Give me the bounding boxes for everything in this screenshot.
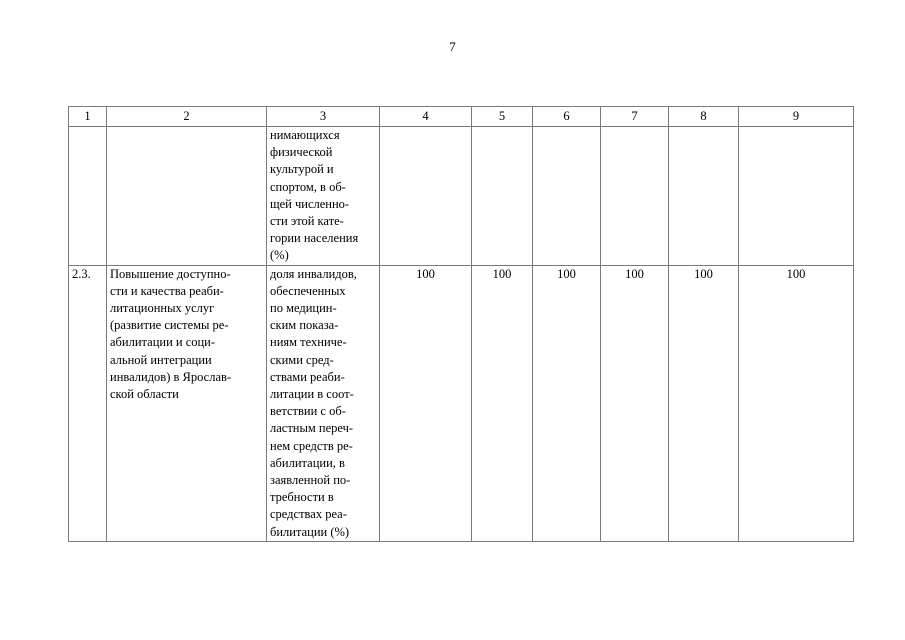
text-line: по медицин-	[270, 301, 337, 316]
text-line: литации в соот-	[270, 387, 354, 402]
text-line: щей численно-	[270, 196, 350, 211]
value-cell: 100	[669, 265, 739, 541]
header-cell: 5	[472, 107, 533, 127]
text-line: нимающихся	[270, 128, 340, 142]
text-line: скими сред-	[270, 352, 334, 367]
text-line: литационных услуг	[110, 301, 215, 316]
text-line: (%)	[270, 248, 289, 263]
header-cell: 7	[601, 107, 669, 127]
text-line: альной интеграции	[110, 352, 212, 367]
table-header-row	[69, 107, 854, 127]
value-cell: 100	[472, 265, 533, 541]
text-line: доля инвалидов,	[270, 266, 357, 281]
text-line: ластным переч-	[270, 421, 354, 436]
value-cell	[739, 127, 854, 266]
text-line: спортом, в об-	[270, 179, 346, 194]
text-line: ниям техниче-	[270, 335, 347, 350]
activity-name-cell	[107, 127, 267, 266]
text-line: абилитации, в	[270, 455, 345, 470]
text-line: физической	[270, 145, 333, 160]
value-cell	[669, 127, 739, 266]
text-line: инвалидов) в Ярослав-	[110, 369, 232, 384]
text-line: требности в	[270, 490, 334, 505]
indicator-name-cell	[267, 127, 380, 266]
header-cell: 3	[267, 107, 380, 127]
text-line: (развитие системы ре-	[110, 318, 229, 333]
text-line: нем средств ре-	[270, 438, 353, 453]
value-cell	[380, 127, 472, 266]
value-cell: 100	[739, 265, 854, 541]
text-line: Повышение доступно-	[110, 266, 231, 281]
value-cell	[533, 127, 601, 266]
text-line: ским показа-	[270, 318, 339, 333]
page-number: 7	[449, 39, 456, 54]
text-line: ствами реаби-	[270, 369, 345, 384]
text-line: культурой и	[270, 162, 334, 177]
indicator-name-cell	[267, 265, 380, 541]
text-line: гории населения	[270, 231, 359, 246]
header-cell: 6	[533, 107, 601, 127]
text-line: абилитации и соци-	[110, 335, 216, 350]
table-row	[69, 127, 854, 266]
header-cell: 8	[669, 107, 739, 127]
value-cell	[472, 127, 533, 266]
row-number-cell	[69, 127, 107, 266]
text-line: ской области	[110, 387, 179, 402]
text-line: сти этой катe-	[270, 214, 344, 229]
table-row	[69, 265, 854, 541]
row-number-cell: 2.3.	[69, 265, 107, 541]
text-line: средствах реа-	[270, 507, 347, 522]
text-line: билитации (%)	[270, 524, 350, 539]
text-line: сти и качества реаби-	[110, 283, 224, 298]
value-cell: 100	[380, 265, 472, 541]
header-cell: 2	[107, 107, 267, 127]
activity-name-cell	[107, 265, 267, 541]
header-cell: 9	[739, 107, 854, 127]
value-cell	[601, 127, 669, 266]
header-cell: 1	[69, 107, 107, 127]
text-line: заявленной по-	[270, 473, 351, 488]
header-cell: 4	[380, 107, 472, 127]
value-cell: 100	[601, 265, 669, 541]
text-line: ветствии с об-	[270, 404, 346, 419]
indicators-table	[68, 106, 854, 542]
value-cell: 100	[533, 265, 601, 541]
text-line: обеспеченных	[270, 283, 346, 298]
